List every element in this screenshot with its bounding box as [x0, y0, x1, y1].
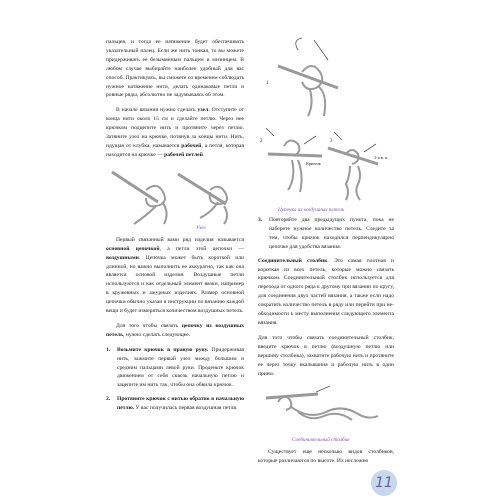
paragraph-slip-stitch-howto: Для того чтобы связать соединительный столбик, введите крючок в петлю (воздушную петлю или вершину столбика), захватите рабочую нить и протяните ее через точку вкалывания и рабочую нить в один прием.: [258, 334, 394, 377]
chain-label-2: 2: [260, 139, 263, 144]
chain-label-3: 3: [330, 139, 333, 144]
knot-caption: Узел: [196, 224, 206, 231]
chain-caption: Цепочка из воздушных петель: [278, 207, 345, 213]
paragraph-chain-howto: Для того чтобы связать цепочку из воздушных петель, нужно сделать следующее.: [106, 322, 244, 338]
paragraph-chain: Первый связанный вами ряд изделия называется основной цепочкой, а петли этой цепочки — воздушными. Цепочка может быть короткой или длинной, но важно выполнить ее аккуратно, так как она является основой изделия. Воздушные петли используются и как отдельный элемент вязки, например в кружевных и ажурных изделиях. Размер основной цепочки обычно указан в инструкции по вязанию каждой вещи и будет измеряться количеством воздушных петель.: [106, 236, 244, 315]
knot-illustration: [106, 166, 244, 230]
step-1-text: Возьмите крючок в правую руку. Придерживая нить, зажмите первый узел между большим и средним пальцами левой руки. Проденьте крючок движением от себя сквозь начальную петлю и зацепите им нить так, чтобы она обвила крючок.: [117, 346, 244, 389]
chain-figure: [258, 36, 394, 216]
left-column: [106, 0, 244, 418]
step-1: [106, 346, 244, 391]
step-2: [106, 395, 244, 413]
step-1-number: 1.: [106, 346, 111, 353]
paragraph-tension: пальцев, и тогда ее натяжение будет обеспечивать указательный палец. Если же нить тонкая, то вы можете придерживать ее безымянным пальцем и мизинцем. В любом случае выбирайте наиболее удобный для вас способ. Практикуясь, вы сможете со временем соблюдать нужное натяжение нити, делать одинаковые петли и ровные ряды, абсолютно не задумываясь об этом.: [106, 39, 244, 99]
page-number: 11: [371, 470, 397, 496]
slip-stitch-figure: [258, 384, 394, 444]
step-2-text: Протяните крючок с нитью обратно в начальную петлю. У вас получилась первая воздушная петля.: [117, 396, 244, 412]
chain-label-1: 1: [266, 81, 269, 86]
chain-hook-label: Крючок: [306, 161, 321, 166]
step-2-number: 2.: [106, 396, 111, 403]
step-3: [258, 216, 394, 252]
right-column: [258, 0, 394, 472]
chain-loop-label: 1-я в. п.: [374, 155, 389, 160]
knot-figure: [106, 166, 244, 234]
slip-stitch-illustration: [258, 384, 394, 436]
paragraph-slip-stitch: Соединительный столбик. Это самая плотная и короткая из всех петель, которые можно связать крючком. Соединительный столбик используется для перехода от одного ряда к другому при вязании по кругу, для соединения двух частей вязания, а также если надо сократить количество петель в ряду или перейти при необходимости к месту выполнения следующего элемента вязания.: [258, 257, 394, 326]
step-3-text: Повторяйте два предыдущих пункта, пока не наберете нужное количество петель. Следите за тем, чтобы крючок находился перпендикулярно цепочке для удобства вязания.: [269, 217, 394, 250]
slip-stitch-caption: Соединительный столбик: [292, 437, 350, 444]
paragraph-knot: В начале вязания нужно сделать узел. Отступите от конца нити около 15 см и сделайте петлю. Через нее крючком подцепите нить и протяните через петлю. Затяните узел на крючке, потянув за концы нити. Нить, идущая от клубка, называется рабочей, а петля, которая находится на крючке — рабочей петлей.: [106, 107, 244, 158]
chain-illustration: [258, 36, 394, 204]
paragraph-stitch-types: Существует еще несколько видов столбиков, которые различаются по высоте. Их несложно: [258, 449, 394, 465]
step-3-number: 3.: [258, 217, 263, 223]
